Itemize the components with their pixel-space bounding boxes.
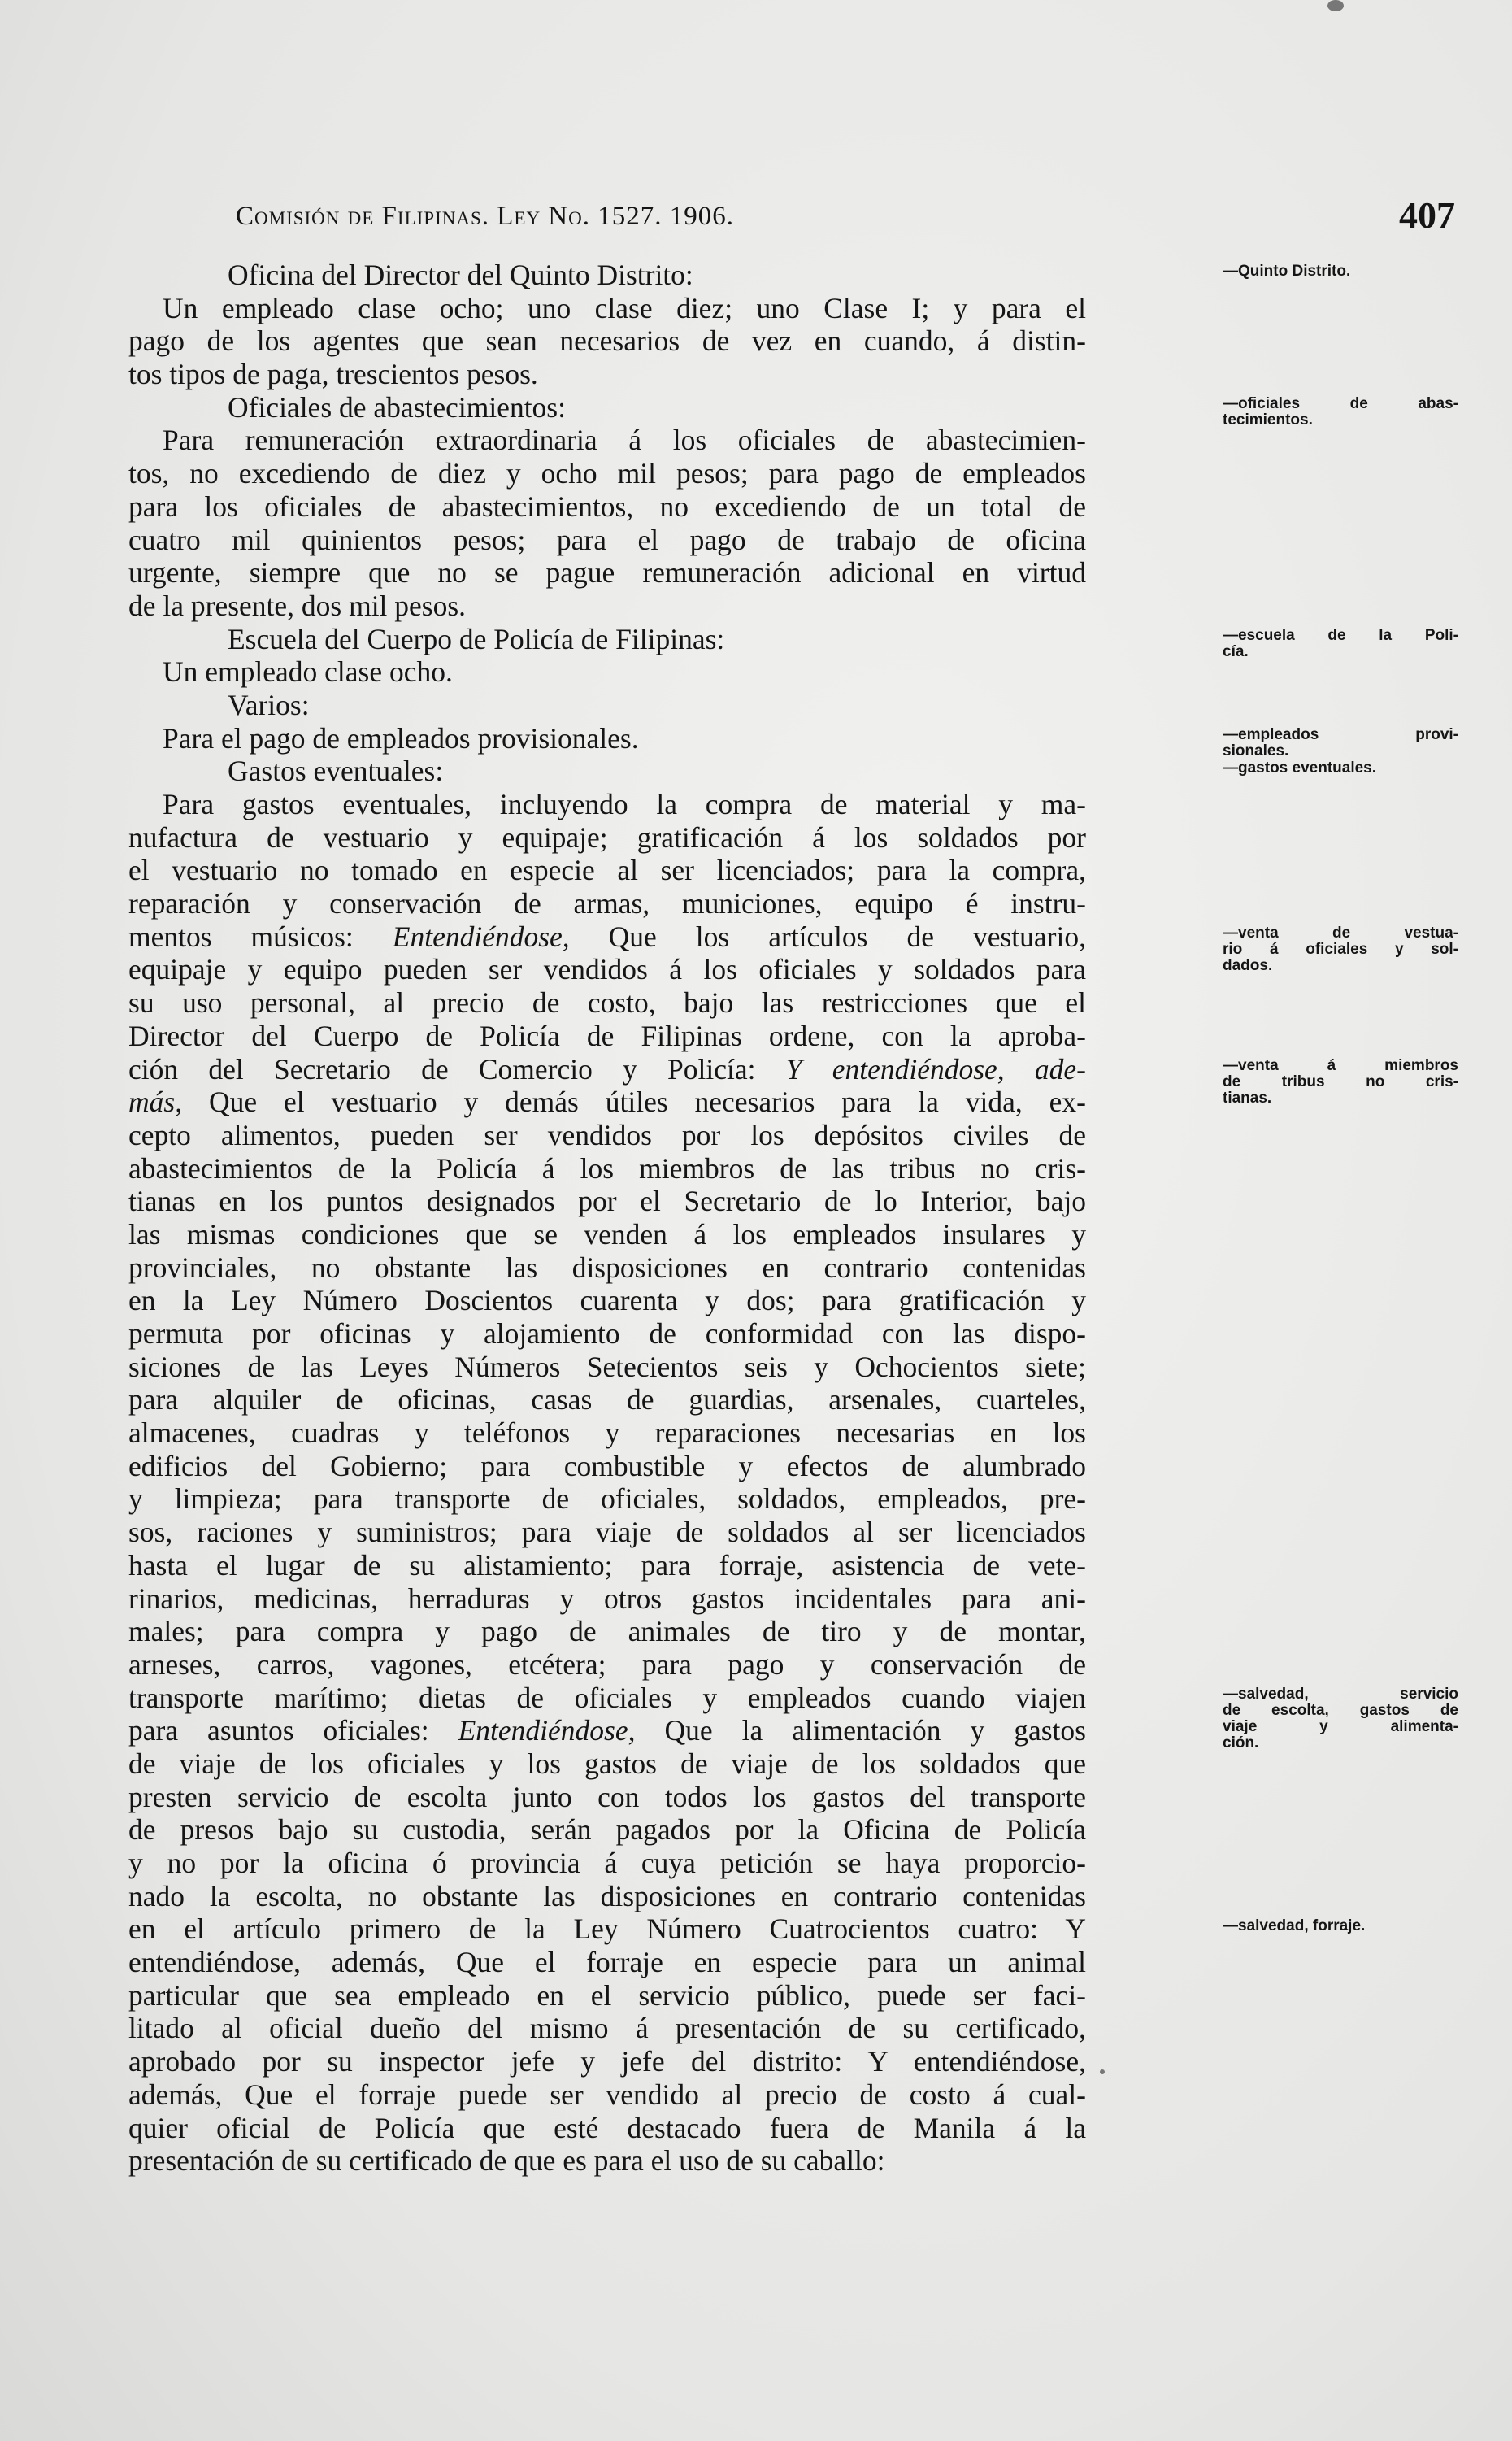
body-text — [128, 259, 1458, 2178]
margin-note — [1223, 396, 1458, 429]
text-line: particular que sea empleado en el servicio público, puede ser faci- — [128, 1978, 1086, 2012]
text-line: el vestuario no tomado en especie al ser licenciados; para la compra, — [128, 854, 1086, 887]
margin-note-line: tecimientos. — [1223, 411, 1313, 429]
margin-note-line: —escuela de la Poli- — [1223, 626, 1458, 644]
margin-note — [1223, 1058, 1458, 1107]
text-line: rinarios, medicinas, herraduras y otros gastos incidentales para ani- — [128, 1582, 1086, 1615]
text-line: aprobado por su inspector jefe y jefe del distrito: Y entendiéndose, — [128, 2045, 1086, 2078]
text-line: presten servicio de escolta junto con todos los gastos del transporte — [128, 1780, 1086, 1813]
text-line: para alquiler de oficinas, casas de guardias, arsenales, cuarteles, — [128, 1383, 1086, 1416]
margin-note-line: —venta á miembros — [1223, 1056, 1458, 1074]
margin-note-line: —gastos eventuales. — [1223, 759, 1377, 777]
text-line: más, Que el vestuario y demás útiles necesarios para la vida, ex- — [128, 1086, 1086, 1119]
text-line: sos, raciones y suministros; para viaje de soldados al ser licenciados — [128, 1516, 1086, 1549]
text-line: mentos músicos: Entendiéndose, Que los artículos de vestuario, — [128, 920, 1086, 953]
text-line: quier oficial de Policía que esté destacado fuera de Manila á la — [128, 2111, 1086, 2144]
text-line: su uso personal, al precio de costo, bajo las restricciones que el — [128, 986, 1086, 1020]
text-line: ción del Secretario de Comercio y Policía: Y entendiéndose, ade- — [128, 1052, 1086, 1086]
text-line: en el artículo primero de la Ley Número Cuatrocientos cuatro: Y — [128, 1912, 1086, 1946]
text-line: nufactura de vestuario y equipaje; gratificación á los soldados por — [128, 820, 1086, 854]
text-line: males; para compra y pago de animales de tiro y de montar, — [128, 1615, 1086, 1648]
running-head: Comisión de Filipinas. Ley No. 1527. 1906. — [236, 202, 735, 231]
margin-note-line: rio á oficiales y sol- — [1223, 941, 1458, 958]
text-line: arneses, carros, vagones, etcétera; para pago y conservación de — [128, 1647, 1086, 1681]
margin-note — [1223, 760, 1458, 777]
margin-note-line: viaje y alimenta- — [1223, 1718, 1458, 1736]
text-line: edificios del Gobierno; para combustible y efectos de alumbrado — [128, 1449, 1086, 1482]
margin-note-line: —salvedad, servicio — [1223, 1686, 1458, 1703]
italic-phrase: Y entendiéndose, ade- — [785, 1052, 1086, 1086]
margin-note-line: sionales. — [1223, 742, 1289, 759]
text-line: urgente, siempre que no se pague remuneración adicional en virtud — [128, 556, 1086, 590]
text-line: entendiéndose, además, Que el forraje en especie para un animal — [128, 1946, 1086, 1979]
margin-note — [1223, 628, 1458, 660]
scan-speck — [1100, 2069, 1105, 2074]
text-line: siciones de las Leyes Números Setecientos seis y Ochocientos siete; — [128, 1350, 1086, 1383]
text-line: reparación y conservación de armas, municiones, equipo é instru- — [128, 887, 1086, 920]
text-line: tianas en los puntos designados por el Secretario de lo Interior, bajo — [128, 1185, 1086, 1218]
margin-note — [1223, 925, 1458, 974]
margin-note-line: —oficiales de abas- — [1223, 394, 1458, 412]
text-line: Director del Cuerpo de Policía de Filipinas ordene, con la aproba- — [128, 1019, 1086, 1052]
margin-note-line: ción. — [1223, 1734, 1259, 1752]
text-line: abastecimientos de la Policía á los miembros de las tribus no cris- — [128, 1151, 1086, 1185]
text-line: de viaje de los oficiales y los gastos de viaje de los soldados que — [128, 1747, 1086, 1780]
text-line: Un empleado clase ocho. — [163, 655, 453, 689]
section-heading: Oficiales de abastecimientos: — [228, 390, 566, 424]
margin-note-line: de tribus no cris- — [1223, 1073, 1458, 1090]
text-line: cepto alimentos, pueden ser vendidos por los depósitos civiles de — [128, 1118, 1086, 1151]
section-heading: Varios: — [228, 688, 310, 721]
italic-phrase: más, — [128, 1086, 183, 1119]
text-line: litado al oficial dueño del mismo á presentación de su certificado, — [128, 2012, 1086, 2045]
text-line: y limpieza; para transporte de oficiales, soldados, empleados, pre- — [128, 1482, 1086, 1516]
text-line: permuta por oficinas y alojamiento de conformidad con las dispo- — [128, 1317, 1086, 1350]
margin-note-line: —salvedad, forraje. — [1223, 1917, 1366, 1934]
text-line: almacenes, cuadras y teléfonos y reparaciones necesarias en los — [128, 1416, 1086, 1450]
scan-speck — [1327, 0, 1344, 11]
text-line: Para remuneración extraordinaria á los oficiales de abastecimien- — [163, 424, 1086, 457]
margin-note-line: tianas. — [1223, 1089, 1272, 1107]
text-line: Para gastos eventuales, incluyendo la compra de material y ma- — [163, 788, 1086, 820]
text-line: pago de los agentes que sean necesarios de vez en cuando, á distin- — [128, 324, 1086, 358]
margin-note — [1223, 263, 1458, 280]
text-line: provinciales, no obstante las disposiciones en contrario contenidas — [128, 1251, 1086, 1284]
italic-phrase: Entendiéndose, — [392, 920, 570, 953]
section-heading: Escuela del Cuerpo de Policía de Filipinas: — [228, 622, 725, 655]
text-line: y no por la oficina ó provincia á cuya petición se haya proporcio- — [128, 1847, 1086, 1879]
text-line: tos, no excediendo de diez y ocho mil pesos; para pago de empleados — [128, 457, 1086, 490]
margin-note — [1223, 727, 1458, 759]
section-heading: Gastos eventuales: — [228, 755, 444, 788]
margin-note-line: cía. — [1223, 642, 1249, 660]
page-number: 407 — [1399, 194, 1455, 236]
section-heading: Oficina del Director del Quinto Distrito: — [228, 259, 693, 291]
text-line: nado la escolta, no obstante las disposiciones en contrario contenidas — [128, 1879, 1086, 1912]
margin-note-line: de escolta, gastos de — [1223, 1702, 1458, 1720]
text-line: Un empleado clase ocho; uno clase diez; uno Clase I; y para el — [163, 291, 1086, 324]
text-line: hasta el lugar de su alistamiento; para forraje, asistencia de vete- — [128, 1548, 1086, 1582]
text-line: de presos bajo su custodia, serán pagados por la Oficina de Policía — [128, 1813, 1086, 1847]
page-header — [236, 194, 1455, 242]
text-line: en la Ley Número Doscientos cuarenta y dos; para gratificación y — [128, 1284, 1086, 1317]
text-line: cuatro mil quinientos pesos; para el pago de trabajo de oficina — [128, 523, 1086, 556]
text-line: de la presente, dos mil pesos. — [128, 589, 467, 622]
text-line: las mismas condiciones que se venden á los empleados insulares y — [128, 1217, 1086, 1251]
margin-note-line: —Quinto Distrito. — [1223, 263, 1351, 280]
text-line: tos tipos de paga, trescientos pesos. — [128, 358, 538, 391]
margin-note — [1223, 1686, 1458, 1751]
text-line: transporte marítimo; dietas de oficiales y empleados cuando viajen — [128, 1681, 1086, 1714]
margin-note-line: —empleados provi- — [1223, 725, 1458, 743]
margin-note — [1223, 1918, 1458, 1934]
text-line: para los oficiales de abastecimientos, no excediendo de un total de — [128, 490, 1086, 523]
margin-note-line: dados. — [1223, 957, 1273, 974]
italic-phrase: Entendiéndose, — [458, 1714, 636, 1747]
text-line: para asuntos oficiales: Entendiéndose, Que la alimentación y gastos — [128, 1714, 1086, 1747]
text-line: presentación de su certificado de que es para el uso de su caballo: — [128, 2144, 885, 2178]
text-line: equipaje y equipo pueden ser vendidos á los oficiales y soldados para — [128, 953, 1086, 986]
text-line: Para el pago de empleados provisionales. — [163, 721, 639, 755]
text-line: además, Que el forraje puede ser vendido al precio de costo á cual- — [128, 2078, 1086, 2111]
margin-note-line: —venta de vestua- — [1223, 925, 1458, 942]
